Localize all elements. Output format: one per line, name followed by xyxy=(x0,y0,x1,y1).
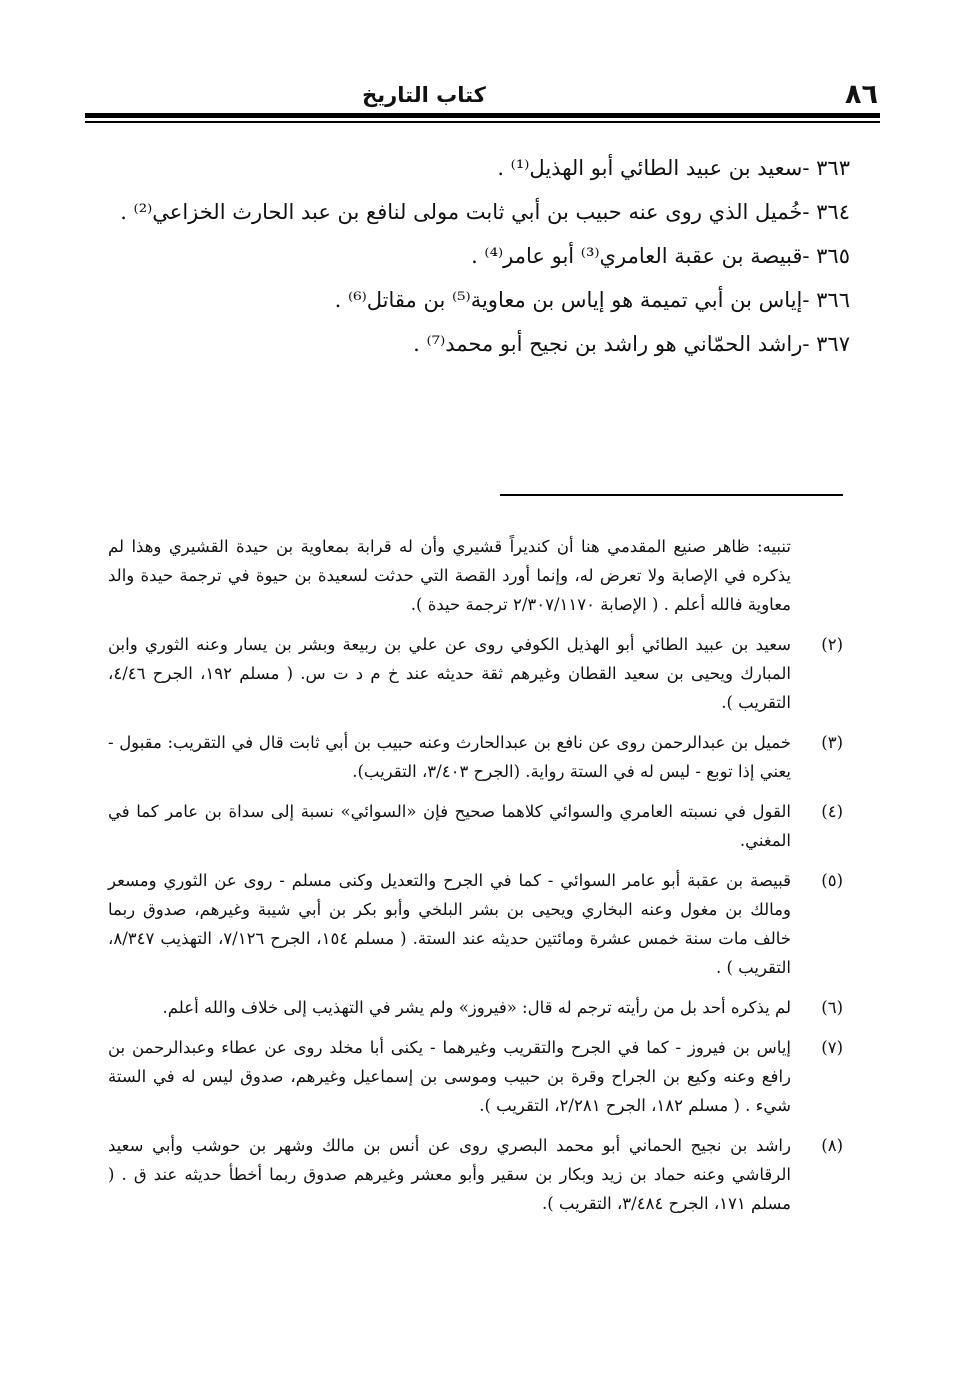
footnote-note xyxy=(108,532,843,619)
footnote-number: (٨) xyxy=(821,1136,843,1155)
entry-number: ٣٦٣ - xyxy=(802,156,850,180)
footnote-separator xyxy=(500,494,843,496)
running-title: كتاب التاريخ xyxy=(362,83,486,107)
footnote-text: قبيصة بن عقبة أبو عامر السوائي - كما في الجرح والتعديل وكنى مسلم - روى عن الثوري ومسعر ومالك بن مغول وعنه البخاري ويحيى بن بشر البلخي وأبو بكر بن أبي شيبة وغيرهم، صدوق ربما خالف مات سنة خمس عشرة ومائتين حديثه عند الستة. ( مسلم ١٥٤، الجرح ٧/١٢٦، التهذيب ٨/٣٤٧، التقريب ) . xyxy=(108,871,791,977)
footnote-8 xyxy=(108,1131,843,1218)
footnote-6 xyxy=(108,993,843,1022)
footnote-number: (٦) xyxy=(821,998,843,1017)
footnote-text: إياس بن فيروز - كما في الجرح والتقريب وغيرهما - يكنى أبا مخلد روى عن عطاء وعبدالرحمن بن رافع وعنه وكيع بن الجراح وقرة بن حبيب وموسى بن إسماعيل وغيرهم، صدوق ليس له في الستة شيء . ( مسلم ١٨٢، الجرح ٢/٢٨١، التقريب ). xyxy=(108,1038,791,1115)
entry-364 xyxy=(88,190,850,234)
entry-number: ٣٦٤ - xyxy=(802,200,850,224)
page-header xyxy=(90,78,878,114)
footnote-3 xyxy=(108,728,843,786)
footnote-text: راشد بن نجيح الحماني أبو محمد البصري روى عن أنس بن مالك وشهر بن حوشب وأبي سعيد الرقاشي وعنه حماد بن زيد وبكار بن سقير وأبو معشر وغيرهم صدوق ربما أخطأ حديثه عند ق . ( مسلم ١٧١، الجرح ٣/٤٨٤، التقريب ). xyxy=(108,1136,791,1213)
footnote-4 xyxy=(108,797,843,855)
main-entries xyxy=(88,146,850,366)
entry-367 xyxy=(88,322,850,366)
entry-number: ٣٦٦ - xyxy=(802,288,850,312)
header-rule-thick xyxy=(85,113,880,118)
entry-text: قبيصة بن عقبة العامري⁽³⁾ أبو عامر⁽⁴⁾ . xyxy=(471,244,803,268)
entry-text: إياس بن أبي تميمة هو إياس بن معاوية⁽⁵⁾ بن مقاتل⁽⁶⁾ . xyxy=(334,288,803,312)
footnote-text: سعيد بن عبيد الطائي أبو الهذيل الكوفي روى عن علي بن ربيعة وبشر بن يسار وعنه الثوري وابن المبارك ويحيى بن سعيد القطان وغيرهم ثقة حديثه عند خ م د ت س. ( مسلم ١٩٢، الجرح ٤/٤٦، التقريب ). xyxy=(108,635,791,712)
footnote-number: (٤) xyxy=(821,802,843,821)
footnote-number: (٢) xyxy=(821,635,843,654)
header-rule-thin xyxy=(85,121,880,123)
entry-number: ٣٦٥ - xyxy=(802,244,850,268)
entry-366 xyxy=(88,278,850,322)
entry-text: راشد الحمّاني هو راشد بن نجيح أبو محمد⁽⁷⁾ . xyxy=(413,332,803,356)
entry-363 xyxy=(88,146,850,190)
footnote-number: (٣) xyxy=(821,733,843,752)
footnote-5 xyxy=(108,866,843,982)
footnotes xyxy=(108,532,843,1229)
footnote-text: القول في نسبته العامري والسوائي كلاهما صحيح فإن «السوائي» نسبة إلى سداة بن عامر كما في المغني. xyxy=(108,802,791,850)
entry-number: ٣٦٧ - xyxy=(802,332,850,356)
footnote-text: لم يذكره أحد بل من رأيته ترجم له قال: «فيروز» ولم يشر في التهذيب إلى خلاف والله أعلم. xyxy=(162,998,791,1017)
footnote-number: (٧) xyxy=(821,1038,843,1057)
footnote-2 xyxy=(108,630,843,717)
footnote-7 xyxy=(108,1033,843,1120)
entry-text: سعيد بن عبيد الطائي أبو الهذيل⁽¹⁾ . xyxy=(497,156,803,180)
entry-text: خُميل الذي روى عنه حبيب بن أبي ثابت مولى لنافع بن عبد الحارث الخزاعي⁽²⁾ . xyxy=(120,200,803,224)
footnote-number: (٥) xyxy=(821,871,843,890)
entry-365 xyxy=(88,234,850,278)
footnote-text: تنبيه: ظاهر صنيع المقدمي هنا أن كنديراً قشيري وأن له قرابة بمعاوية بن حيدة القشيري وهذا لم يذكره في الإصابة ولا تعرض له، وإنما أورد القصة التي حدثت لسعيدة بن حيوة في ترجمة حيدة والد معاوية فالله أعلم . ( الإصابة ٢/٣٠٧/١١٧٠ ترجمة حيدة ). xyxy=(108,537,791,614)
footnote-text: خميل بن عبدالرحمن روى عن نافع بن عبدالحارث وعنه حبيب بن أبي ثابت قال في التقريب: مقبول - يعني إذا توبع - ليس له في الستة رواية. (الجرح ٣/٤٠٣، التقريب). xyxy=(108,733,791,781)
page-number: ٨٦ xyxy=(845,79,878,110)
